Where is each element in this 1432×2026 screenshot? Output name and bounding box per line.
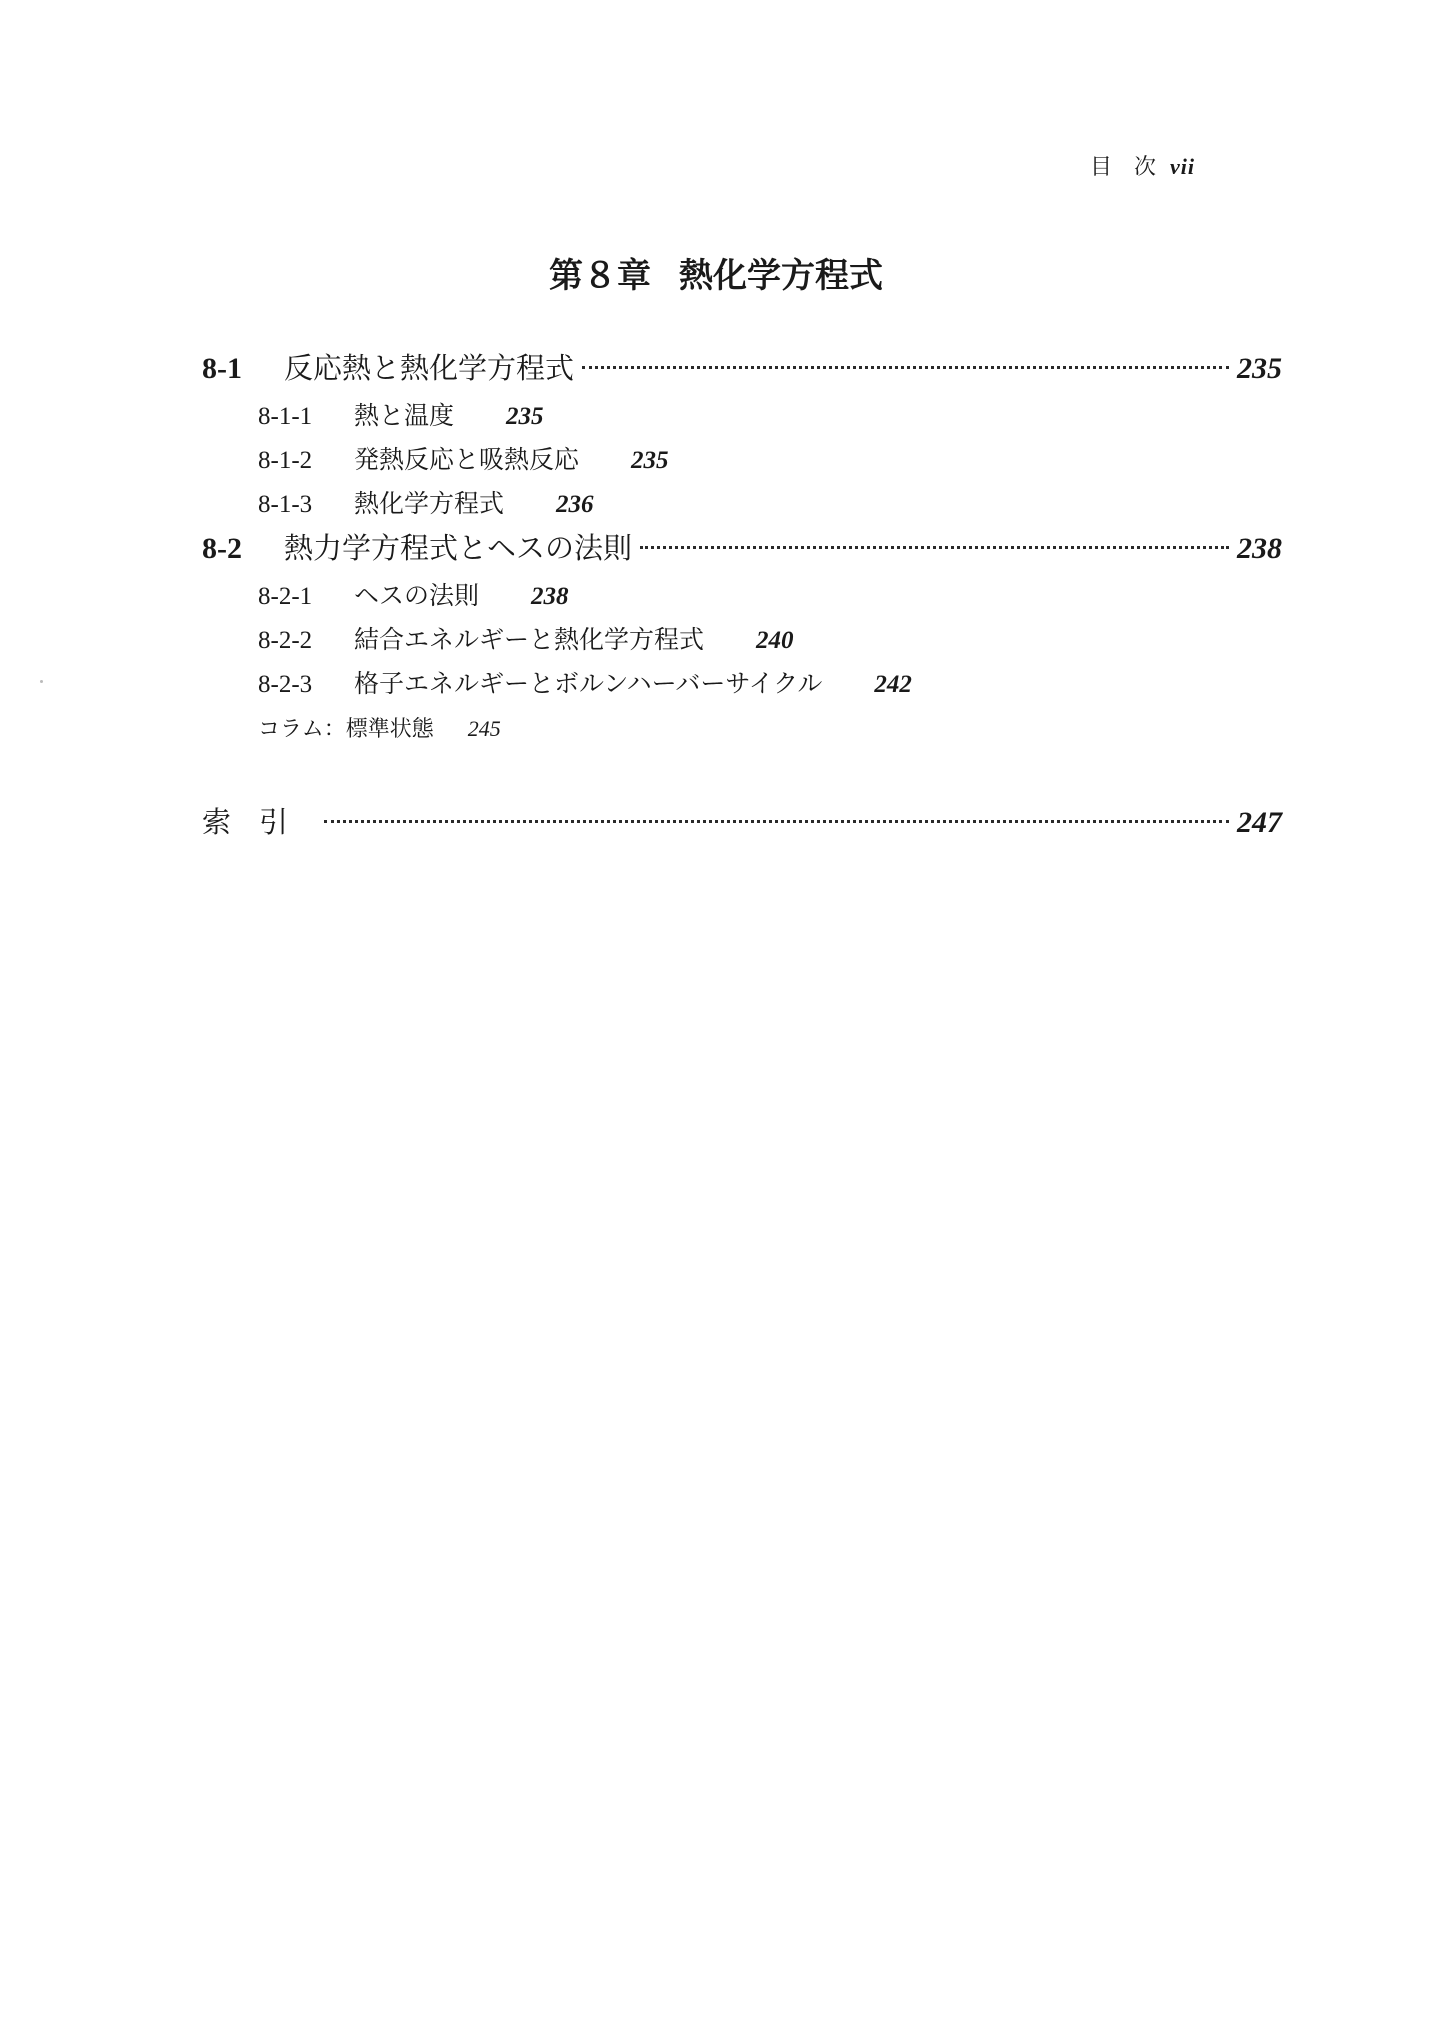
subsection-number: 8-1-2: [258, 447, 313, 474]
section-number: 8-1: [202, 352, 242, 385]
subsection-page: 238: [531, 583, 569, 610]
subsection-title: 発熱反応と吸熱反応: [354, 445, 580, 474]
subsection-number: 8-2-1: [258, 583, 313, 610]
chapter-title: 熱化学方程式: [679, 256, 883, 296]
section-number: 8-2: [202, 532, 242, 565]
section-title: 反応熱と熱化学方程式: [284, 351, 575, 385]
toc-subsection[interactable]: [258, 620, 794, 656]
running-head-title: 目 次: [1090, 155, 1157, 180]
subsection-number: 8-1-3: [258, 491, 313, 518]
dot-leader: [640, 546, 1229, 549]
section-page: 235: [1237, 352, 1282, 385]
column-title: コラム：標準状態: [258, 717, 434, 742]
subsection-page: 235: [506, 403, 544, 430]
dot-leader: [582, 366, 1229, 369]
subsection-title: 結合エネルギーと熱化学方程式: [354, 625, 705, 654]
toc-section[interactable]: [202, 346, 1282, 387]
subsection-number: 8-2-2: [258, 627, 313, 654]
running-head-page: vii: [1170, 154, 1196, 179]
column-page: 245: [467, 716, 501, 741]
toc-subsection[interactable]: [258, 484, 594, 520]
toc-column-entry[interactable]: [258, 712, 501, 743]
chapter-heading: [0, 248, 1432, 297]
subsection-page: 235: [631, 447, 669, 474]
subsection-title: 格子エネルギーとボルンハーバーサイクル: [354, 669, 823, 698]
index-title: 索引: [202, 805, 317, 839]
subsection-number: 8-1-1: [258, 403, 313, 430]
subsection-title: 熱化学方程式: [354, 489, 505, 518]
dot-leader: [324, 820, 1229, 823]
scan-speck: [40, 680, 43, 683]
section-title: 熱力学方程式とヘスの法則: [284, 531, 633, 565]
toc-subsection[interactable]: [258, 440, 669, 476]
toc-subsection[interactable]: [258, 396, 544, 432]
index-page: 247: [1237, 806, 1282, 839]
subsection-page: 236: [556, 491, 594, 518]
toc-subsection[interactable]: [258, 664, 912, 700]
subsection-title: 熱と温度: [354, 401, 455, 430]
subsection-title: ヘスの法則: [354, 581, 480, 610]
toc-index-entry[interactable]: [202, 800, 1282, 841]
section-page: 238: [1237, 532, 1282, 565]
subsection-page: 242: [874, 671, 912, 698]
toc-section[interactable]: [202, 526, 1282, 567]
running-head: [1090, 150, 1250, 181]
chapter-label: 第８章: [549, 256, 651, 296]
subsection-number: 8-2-3: [258, 671, 313, 698]
subsection-page: 240: [756, 627, 794, 654]
toc-subsection[interactable]: [258, 576, 569, 612]
